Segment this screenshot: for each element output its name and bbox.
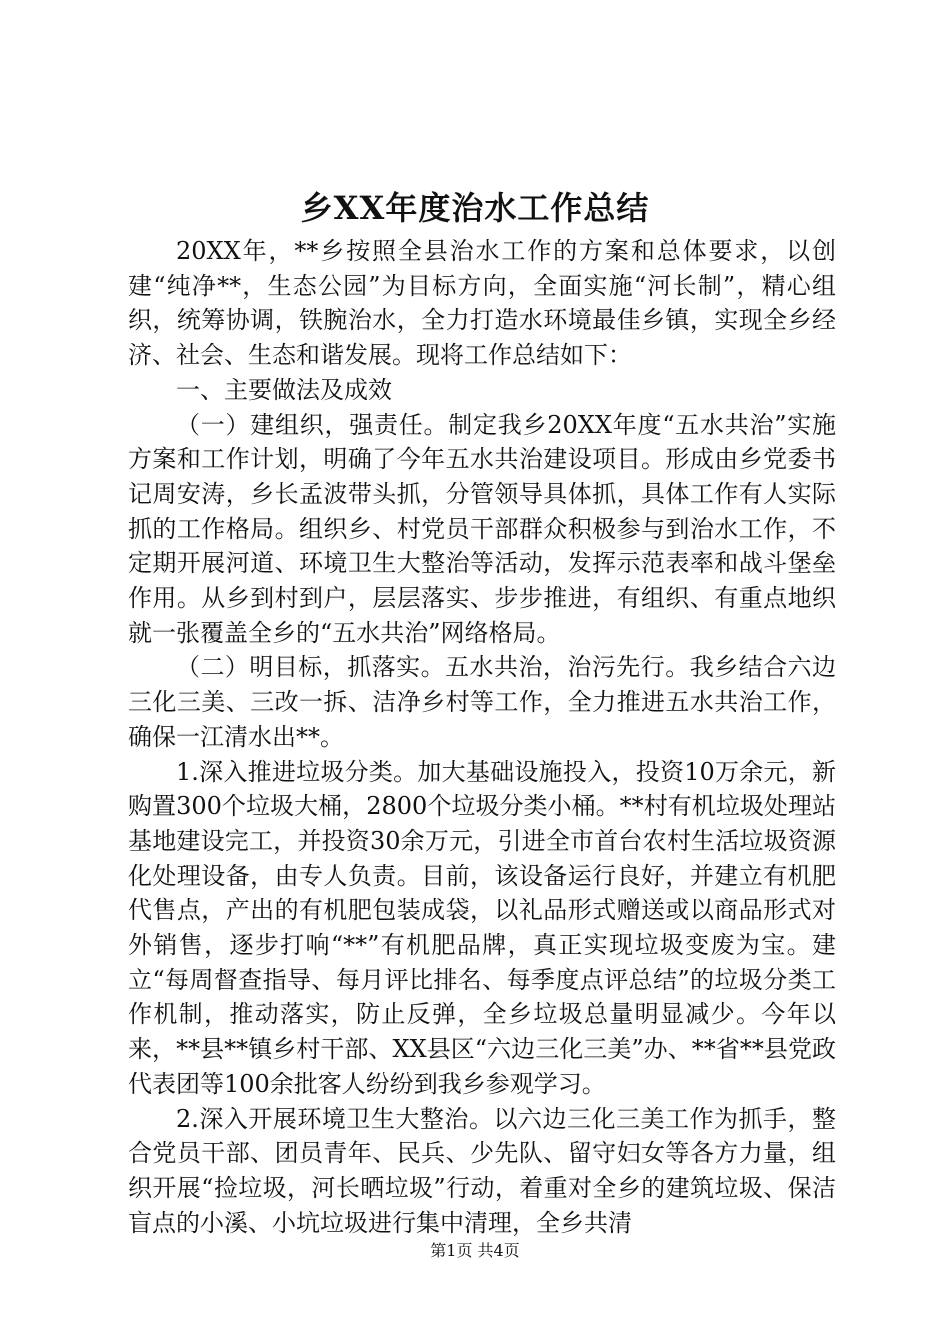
item-paragraph: 2.深入开展环境卫生大整治。以六边三化三美工作为抓手，整合党员干部、团员青年、民兵、少先队、留守妇女等各方力量，组织开展“捡垃圾，河长晒垃圾”行动，着重对全乡的建筑垃圾、保洁盲点的小溪、小坑垃圾进行集中清理，全乡共清 [128, 1104, 836, 1237]
document-title: 乡XX年度治水工作总结 [300, 189, 650, 227]
subsection-paragraph: （二）明目标，抓落实。五水共治，治污先行。我乡结合六边三化三美、三改一拆、洁净乡村等工作，全力推进五水共治工作，确保一江清水出**。 [128, 653, 836, 751]
intro-paragraph: 20XX年，**乡按照全县治水工作的方案和总体要求，以创建“纯净**，生态公园”为目标方向，全面实施“河长制”，精心组织，统筹协调，铁腕治水，全力打造水环境最佳乡镇，实现全乡经济、社会、生态和谐发展。现将工作总结如下： [128, 237, 836, 370]
subsection-paragraph: （一）建组织，强责任。制定我乡20XX年度“五水共治”实施方案和工作计划，明确了今年五水共治建设项目。形成由乡党委书记周安涛，乡长孟波带头抓，分管领导具体抓，具体工作有人实际抓的工作格局。组织乡、村党员干部群众积极参与到治水工作，不定期开展河道、环境卫生大整治等活动，发挥示范表率和战斗堡垒作用。从乡到村到户，层层落实、步步推进，有组织、有重点地织就一张覆盖全乡的“五水共治”网络格局。 [128, 410, 836, 647]
item-paragraph: 1.深入推进垃圾分类。加大基础设施投入，投资10万余元，新购置300个垃圾大桶，2800个垃圾分类小桶。**村有机垃圾处理站基地建设完工，并投资30余万元，引进全市首台农村生活垃圾资源化处理设备，由专人负责。目前，该设备运行良好，并建立有机肥代售点，产出的有机肥包装成袋，以礼品形式赠送或以商品形式对外销售，逐步打响“**”有机肥品牌，真正实现垃圾变废为宝。建立“每周督查指导、每月评比排名、每季度点评总结”的垃圾分类工作机制，推动落实，防止反弹，全乡垃圾总量明显减少。今年以来，**县**镇乡村干部、XX县区“六边三化三美”办、**省**县党政代表团等100余批客人纷纷到我乡参观学习。 [128, 757, 836, 1098]
page-number-footer: 第1页 共4页 [430, 1241, 520, 1260]
document-body [128, 234, 836, 1240]
section-heading: 一、主要做法及成效 [176, 375, 392, 404]
